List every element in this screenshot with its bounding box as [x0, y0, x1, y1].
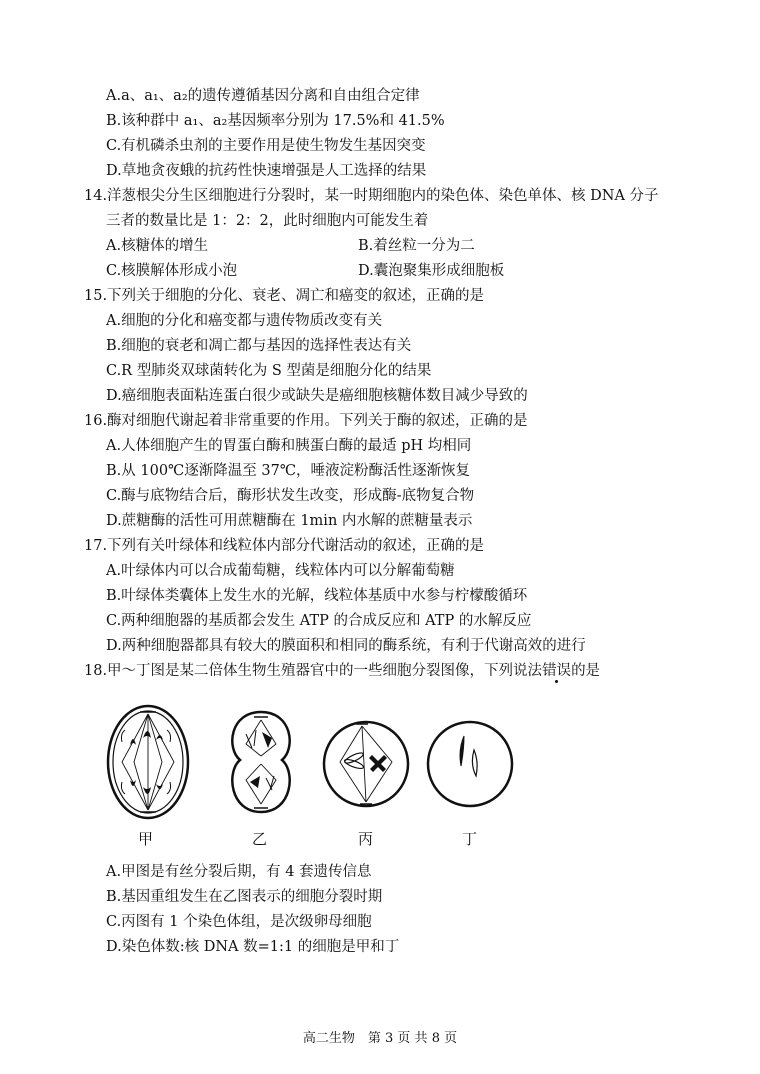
q18-option-a: A.甲图是有丝分裂后期，有 4 套遗传信息: [106, 864, 372, 880]
q16-option-c: C.酶与底物结合后，酶形状发生改变，形成酶-底物复合物: [106, 488, 475, 504]
q15-option-b: B.细胞的衰老和凋亡都与基因的选择性表达有关: [106, 338, 412, 354]
page-footer: 高二生物 第 3 页 共 8 页: [302, 1031, 458, 1046]
q13-option-b: B.该种群中 a₁、a₂基因频率分别为 17.5%和 41.5%: [106, 113, 445, 129]
figure-label-yi: 乙: [252, 830, 268, 848]
q14-option-b: B.着丝粒一分为二: [358, 238, 475, 254]
cell-bing: [324, 722, 408, 806]
q13-option-c: C.有机磷杀虫剂的主要作用是使生物发生基因突变: [106, 138, 426, 154]
q18-option-d: D.染色体数:核 DNA 数=1:1 的细胞是甲和丁: [106, 939, 400, 955]
cell-jia: [108, 706, 188, 818]
q16-option-a: A.人体细胞产生的胃蛋白酶和胰蛋白酶的最适 pH 均相同: [106, 438, 472, 454]
q15-option-a: A.细胞的分化和癌变都与遗传物质改变有关: [106, 313, 383, 329]
cell-yi: [232, 712, 289, 812]
q17-stem: 17.下列有关叶绿体和线粒体内部分代谢活动的叙述，正确的是: [84, 538, 485, 554]
q14-stem-line1: 14.洋葱根尖分生区细胞进行分裂时，某一时期细胞内的染色体、染色单体、核 DNA 分子: [84, 188, 659, 204]
q14-stem-line2: 三者的数量比是 1：2：2，此时细胞内可能发生着: [106, 213, 429, 229]
q18-stem: [84, 661, 600, 681]
q17-option-c: C.两种细胞器的基质都会发生 ATP 的合成反应和 ATP 的水解反应: [106, 613, 532, 629]
q14-option-d: D.囊泡聚集形成细胞板: [358, 263, 505, 279]
q15-option-d: D.癌细胞表面粘连蛋白很少或缺失是癌细胞核糖体数目减少导致的: [106, 388, 528, 404]
q17-option-a: A.叶绿体内可以合成葡萄糖，线粒体内可以分解葡萄糖: [106, 563, 455, 579]
q13-option-d: D.草地贪夜蛾的抗药性快速增强是人工选择的结果: [106, 163, 427, 179]
q15-option-c: C.R 型肺炎双球菌转化为 S 型菌是细胞分化的结果: [106, 363, 432, 379]
figure-label-ding: 丁: [462, 830, 478, 848]
q17-option-b: B.叶绿体类囊体上发生水的光解，线粒体基质中水参与柠檬酸循环: [106, 588, 528, 604]
figure-label-jia: 甲: [138, 830, 154, 848]
q16-stem: 16.酶对细胞代谢起着非常重要的作用。下列关于酶的叙述，正确的是: [84, 413, 528, 429]
q18-stem-emphasis: 错误: [542, 663, 572, 679]
q18-option-c: C.丙图有 1 个染色体组，是次级卵母细胞: [106, 914, 372, 930]
q16-option-d: D.蔗糖酶的活性可用蔗糖酶在 1min 内水解的蔗糖量表示: [106, 513, 473, 529]
cell-ding: [428, 722, 512, 806]
q16-option-b: B.从 100℃逐渐降温至 37℃，唾液淀粉酶活性逐渐恢复: [106, 463, 471, 479]
q15-stem: 15.下列关于细胞的分化、衰老、凋亡和癌变的叙述，正确的是: [84, 288, 485, 304]
figure-label-bing: 丙: [358, 830, 374, 848]
q13-option-a: A.a、a₁、a₂的遗传遵循基因分离和自由组合定律: [106, 88, 420, 104]
q17-option-d: D.两种细胞器都具有较大的膜面积和相同的酶系统，有利于代谢高效的进行: [106, 638, 586, 654]
cell-division-figure: [100, 700, 520, 860]
q18-stem-before: 18.甲～丁图是某二倍体生物生殖器官中的一些细胞分裂图像，下列说法: [84, 663, 543, 679]
q18-option-b: B.基因重组发生在乙图表示的细胞分裂时期: [106, 889, 383, 905]
q14-option-a: A.核糖体的增生: [106, 238, 209, 254]
q14-option-c: C.核膜解体形成小泡: [106, 263, 238, 279]
q18-stem-after: 的是: [571, 663, 601, 679]
